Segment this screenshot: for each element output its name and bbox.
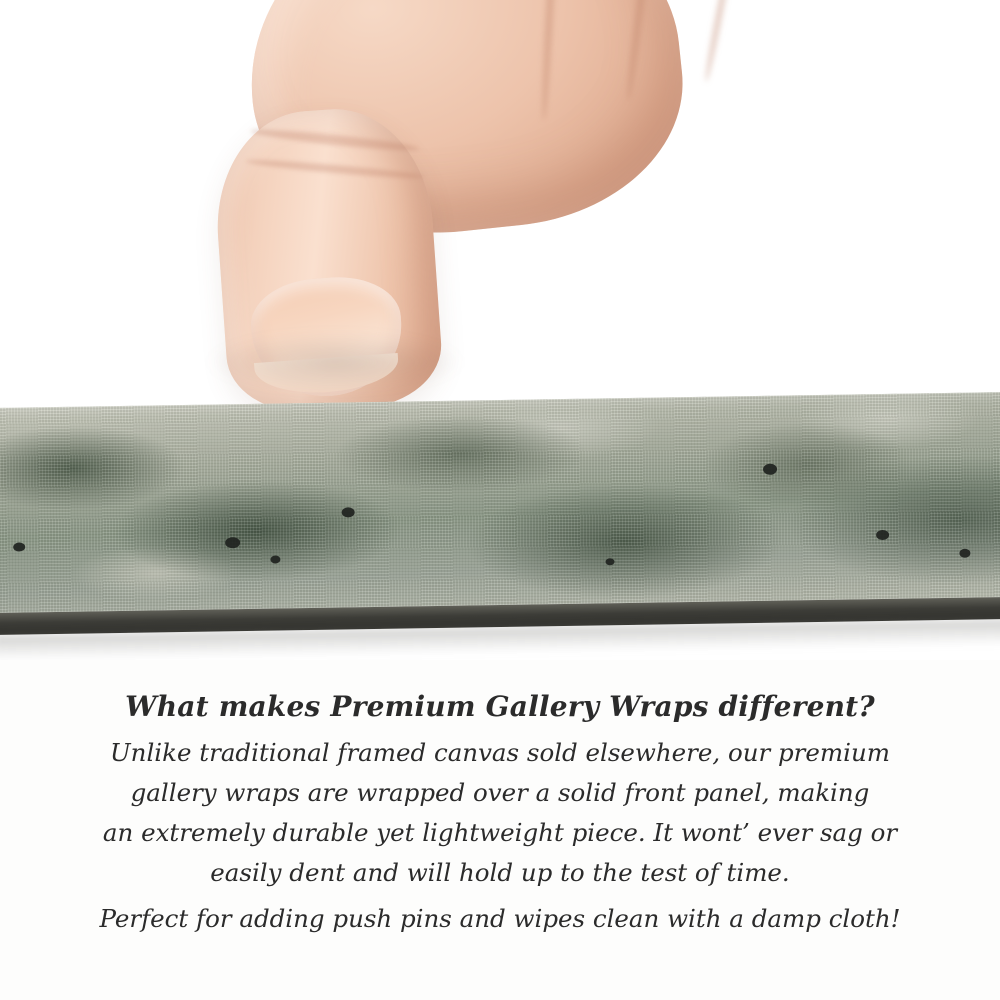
- caption-line-1: Unlike traditional framed canvas sold elsewhere, our premium: [110, 738, 890, 767]
- caption-heading: What makes Premium Gallery Wraps different?: [125, 690, 875, 723]
- caption-line-3: an extremely durable yet lightweight piece. It wont’ ever sag or: [102, 818, 898, 847]
- finger-shadow: [205, 332, 465, 392]
- canvas-speck: [605, 558, 614, 565]
- knuckle-crease-3: [703, 0, 737, 82]
- canvas-speck: [13, 542, 25, 551]
- hand-illustration: [100, 0, 660, 430]
- knuckle-crease-2: [624, 0, 654, 101]
- canvas-print-surface: [0, 392, 1000, 613]
- caption-line-4: easily dent and will hold up to the test of time.: [210, 858, 790, 887]
- canvas-speck: [763, 464, 777, 475]
- canvas-speck: [270, 555, 280, 563]
- canvas-speck: [225, 537, 240, 548]
- gallery-wrap-panel: [0, 392, 1000, 648]
- caption-line-5: Perfect for adding push pins and wipes clean with a damp cloth!: [99, 904, 901, 933]
- canvas-weave-texture: [0, 392, 1000, 613]
- canvas-speck: [959, 549, 970, 558]
- caption-line-2: gallery wraps are wrapped over a solid front panel, making: [130, 778, 870, 807]
- caption-block: [0, 690, 1000, 939]
- canvas-speck: [876, 530, 889, 540]
- canvas-speck: [342, 507, 355, 517]
- knuckle-crease-1: [540, 0, 559, 121]
